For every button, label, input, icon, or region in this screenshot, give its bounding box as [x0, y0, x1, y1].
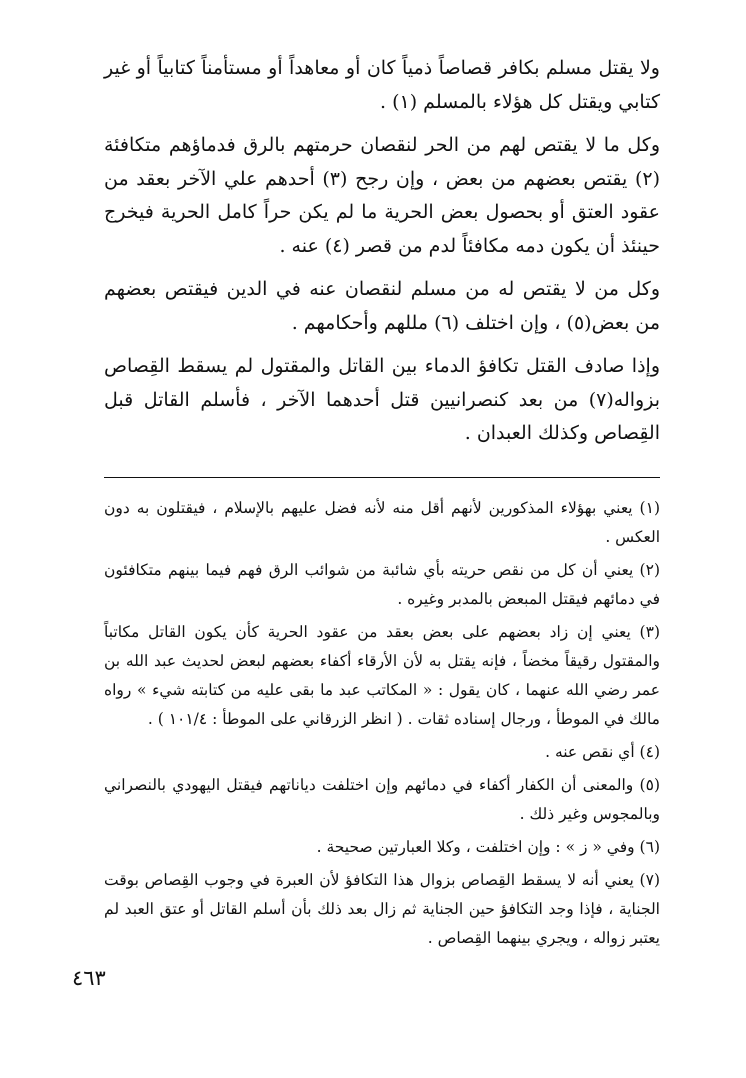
- footnotes: [104, 494, 660, 957]
- footnote-separator: [104, 477, 660, 478]
- footnote-6: (٦) وفي « ز » : وإن اختلفت ، وكلا العبارتين صحيحة .: [316, 838, 660, 856]
- main-paragraph-2: وكل ما لا يقتص لهم من الحر لنقصان حرمتهم بالرق فدماؤهم متكافئة (٢) يقتص بعضهم من بعض ، وإن رجح (٣) أحدهم علي الآخر بعقد من عقود العتق أو بحصول بعض الحرية ما لم يكن حراً كامل الحرية فيخرج حينئذ أن يكون دمه مكافئاً لدم من قصر (٤) عنه .: [104, 134, 660, 257]
- footnote-4: (٤) أي نقص عنه .: [545, 743, 660, 761]
- main-paragraph-1: ولا يقتل مسلم بكافر قصاصاً ذمياً كان أو معاهداً أو مستأمناً كتابياً أو غير كتابي ويقتل كل هؤلاء بالمسلم (١) .: [104, 57, 660, 113]
- main-paragraph-3: وكل من لا يقتص له من مسلم لنقصان عنه في الدين فيقتص بعضهم من بعض(٥) ، وإن اختلف (٦) مللهم وأحكامهم .: [104, 278, 660, 334]
- page-number: ٤٦٣: [72, 966, 106, 990]
- footnote-1: (١) يعني بهؤلاء المذكورين لأنهم أقل منه لأنه فضل عليهم بالإسلام ، فيقتلون به دون العكس .: [104, 499, 660, 546]
- footnote-7: (٧) يعني أنه لا يسقط القِصاص بزوال هذا التكافؤ لأن العبرة في وجوب القِصاص بوقت الجناية ، فإذا وجد التكافؤ حين الجناية ثم زال بعد ذلك بأن أسلم القاتل أو عتق العبد لم يعتبر زواله ، ويجري بينهما القِصاص .: [104, 871, 660, 947]
- main-paragraph-4: وإذا صادف القتل تكافؤ الدماء بين القاتل والمقتول لم يسقط القِصاص بزواله(٧) من بعد كنصرانيين قتل أحدهما الآخر ، فأسلم القاتل قبل القِصاص وكذلك العبدان .: [104, 355, 660, 444]
- footnote-3: (٣) يعني إن زاد بعضهم على بعض بعقد من عقود الحرية كأن يكون القاتل مكاتباً والمقتول رقيقاً مخضاً ، فإنه يقتل به لأن الأرقاء أكفاء بعضهم لبعض لحديث عبد الله بن عمر رضي الله عنهما ، كان يقول : « المكاتب عبد ما بقى عليه من كتابته شيء » رواه مالك في الموطأ ، ورجال إسناده ثقات . ( انظر الزرقاني على الموطأ : ١٠١/٤ ) .: [104, 623, 660, 728]
- main-text: [104, 52, 660, 461]
- footnote-5: (٥) والمعنى أن الكفار أكفاء في دمائهم وإن اختلفت دياناتهم فيقتل اليهودي بالنصراني وبالمجوس وغير ذلك .: [104, 776, 660, 823]
- footnote-2: (٢) يعني أن كل من نقص حريته بأي شائبة من شوائب الرق فهم فيما بينهم متكافئون في دمائهم فيقتل المبعض بالمدبر وغيره .: [104, 561, 660, 608]
